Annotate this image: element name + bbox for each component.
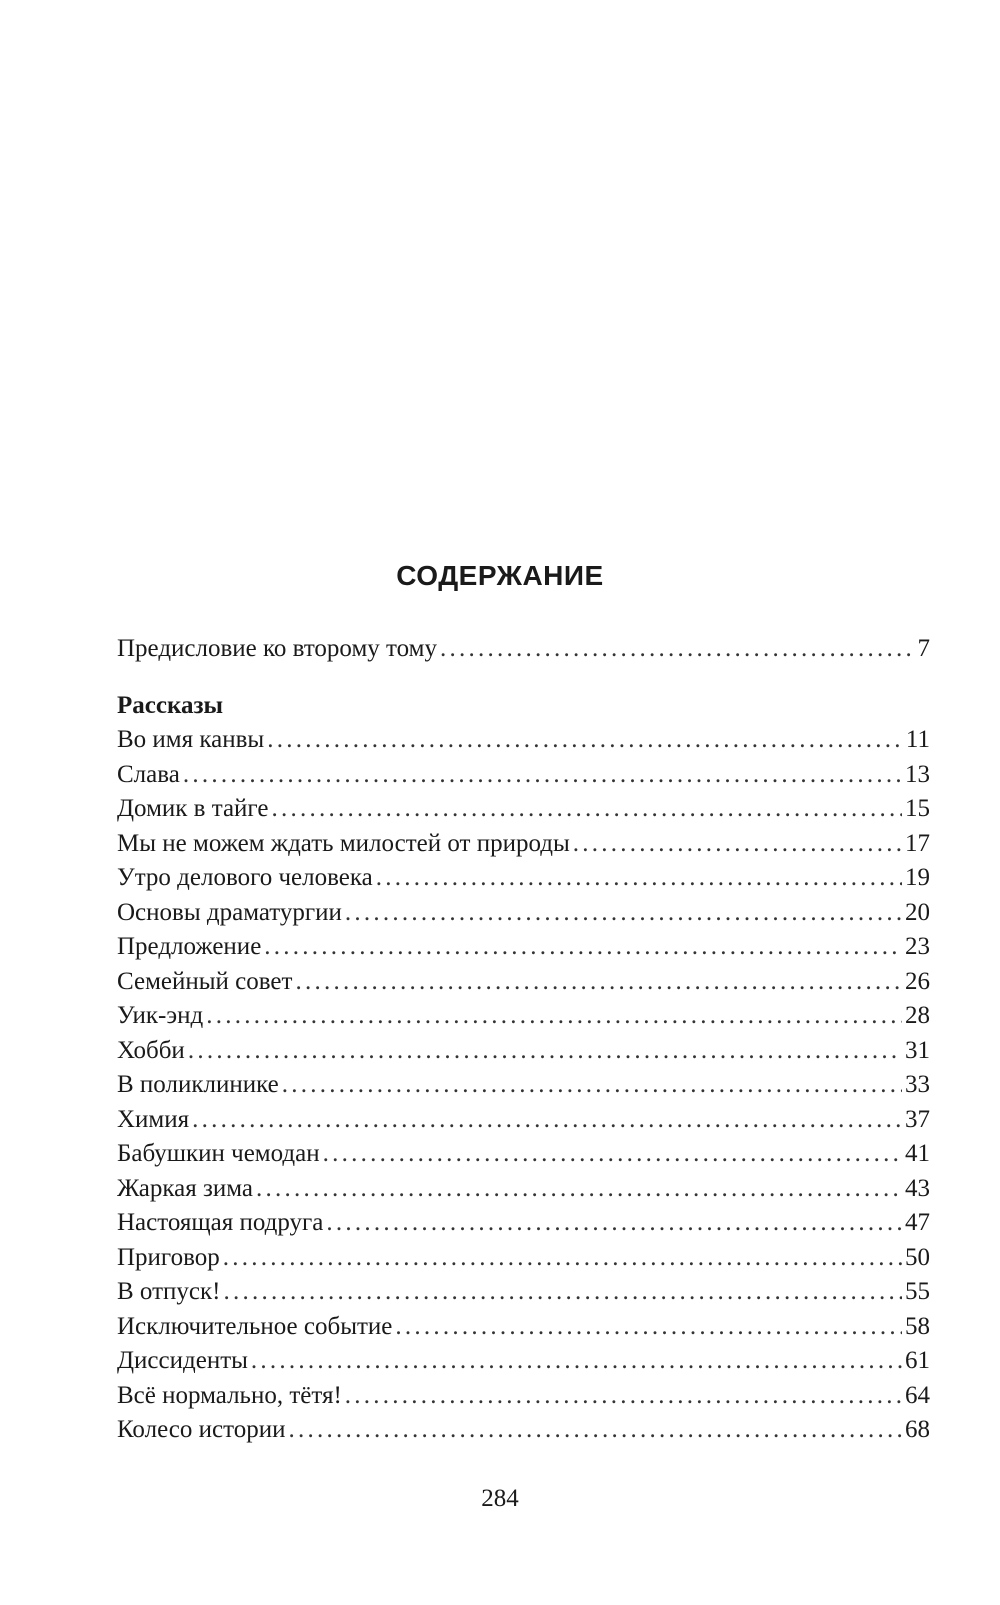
toc-entry [117,930,930,965]
dot-leader [295,965,902,1000]
dot-leader [183,758,902,793]
toc-entry-title: Колесо истории [117,1416,286,1443]
toc-entry-title: Всё нормально, тётя! [117,1381,342,1409]
toc-entry-page: 33 [905,1071,930,1098]
toc-entry-page: 28 [905,1002,930,1029]
dot-leader [271,792,902,827]
dot-leader [256,1172,902,1207]
dot-leader [192,1103,902,1138]
toc-entry-title: Основы драматургии [117,898,342,926]
toc-entries-list [117,723,930,1448]
dot-leader [573,827,902,862]
toc-entry [117,827,930,862]
toc-entry [117,999,930,1034]
toc-entry-page: 11 [905,726,930,753]
toc-entry [117,1206,930,1241]
toc-entry-title: Жаркая зима [117,1174,253,1202]
dot-leader [323,1137,902,1172]
toc-entry-page: 47 [905,1209,930,1236]
toc-entry-title: Утро делового человека [117,864,373,891]
toc-entry [117,1241,930,1276]
toc-entry [117,1275,930,1310]
toc-entry-page: 58 [905,1312,930,1340]
toc-entry-title: Слава [117,760,180,788]
toc-entry [117,861,930,896]
toc-entry-page: 55 [905,1278,930,1305]
toc-entry-title: Бабушкин чемодан [117,1140,320,1167]
toc-entry-preface [117,632,930,667]
dot-leader [395,1310,902,1345]
toc-entry [117,1379,930,1414]
toc-entry-page: 41 [905,1140,930,1167]
dot-leader [251,1344,902,1379]
dot-leader [206,999,902,1034]
dot-leader [282,1068,902,1103]
dot-leader [264,930,902,965]
toc-entry-title: Семейный совет [117,967,293,995]
dot-leader [267,723,903,758]
toc-entry [117,723,930,758]
toc-entry-title: Во имя канвы [117,726,265,753]
toc-entry-title: Химия [117,1105,190,1133]
toc-entry-page: 17 [905,829,930,857]
toc-entry [117,965,930,1000]
toc-entry [117,1103,930,1138]
dot-leader [345,1379,902,1414]
toc-entry-title: Приговор [117,1243,220,1271]
toc-entry-title: Уик-энд [117,1002,204,1029]
toc-entry-page: 20 [905,898,930,926]
dot-leader [345,896,902,931]
dot-leader [326,1206,902,1241]
toc-entry-page: 31 [905,1036,930,1064]
dot-leader [188,1034,902,1069]
dot-leader [440,632,915,667]
dot-leader [223,1241,902,1276]
toc-entry-title: Хобби [117,1036,185,1064]
toc-entry [117,1310,930,1345]
toc-entry-page: 19 [905,864,930,891]
toc-entry [117,758,930,793]
toc-entry [117,896,930,931]
toc-entry-page: 23 [905,933,930,960]
dot-leader [376,861,902,896]
toc-entry-title: Исключительное событие [117,1312,393,1340]
toc-entry [117,1137,930,1172]
toc-entry-title: В поликлинике [117,1071,279,1098]
table-of-contents [117,632,930,1448]
toc-entry-title: В отпуск! [117,1278,221,1305]
toc-entry-page: 64 [905,1381,930,1409]
toc-entry-page: 7 [917,635,930,662]
toc-entry [117,1413,930,1448]
page-title: СОДЕРЖАНИЕ [396,560,604,591]
toc-entry-page: 26 [905,967,930,995]
section-heading: Рассказы [117,691,224,719]
toc-entry-title: Мы не можем ждать милостей от природы [117,829,570,857]
toc-entry-title: Предисловие ко второму тому [117,635,437,662]
toc-entry [117,1034,930,1069]
toc-entry [117,1344,930,1379]
toc-entry-page: 37 [905,1105,930,1133]
toc-entry [117,1068,930,1103]
toc-entry-title: Диссиденты [117,1347,248,1374]
dot-leader [288,1413,902,1448]
page-number: 284 [481,1485,519,1512]
toc-entry-page: 68 [905,1416,930,1443]
toc-entry-title: Настоящая подруга [117,1209,324,1236]
toc-entry [117,1172,930,1207]
toc-entry-page: 43 [905,1174,930,1202]
toc-entry-title: Предложение [117,933,262,960]
dot-leader [223,1275,902,1310]
toc-entry-page: 15 [905,795,930,822]
toc-entry-title: Домик в тайге [117,795,269,822]
toc-entry [117,792,930,827]
toc-entry-page: 50 [905,1243,930,1271]
toc-entry-page: 13 [905,760,930,788]
toc-entry-page: 61 [905,1347,930,1374]
